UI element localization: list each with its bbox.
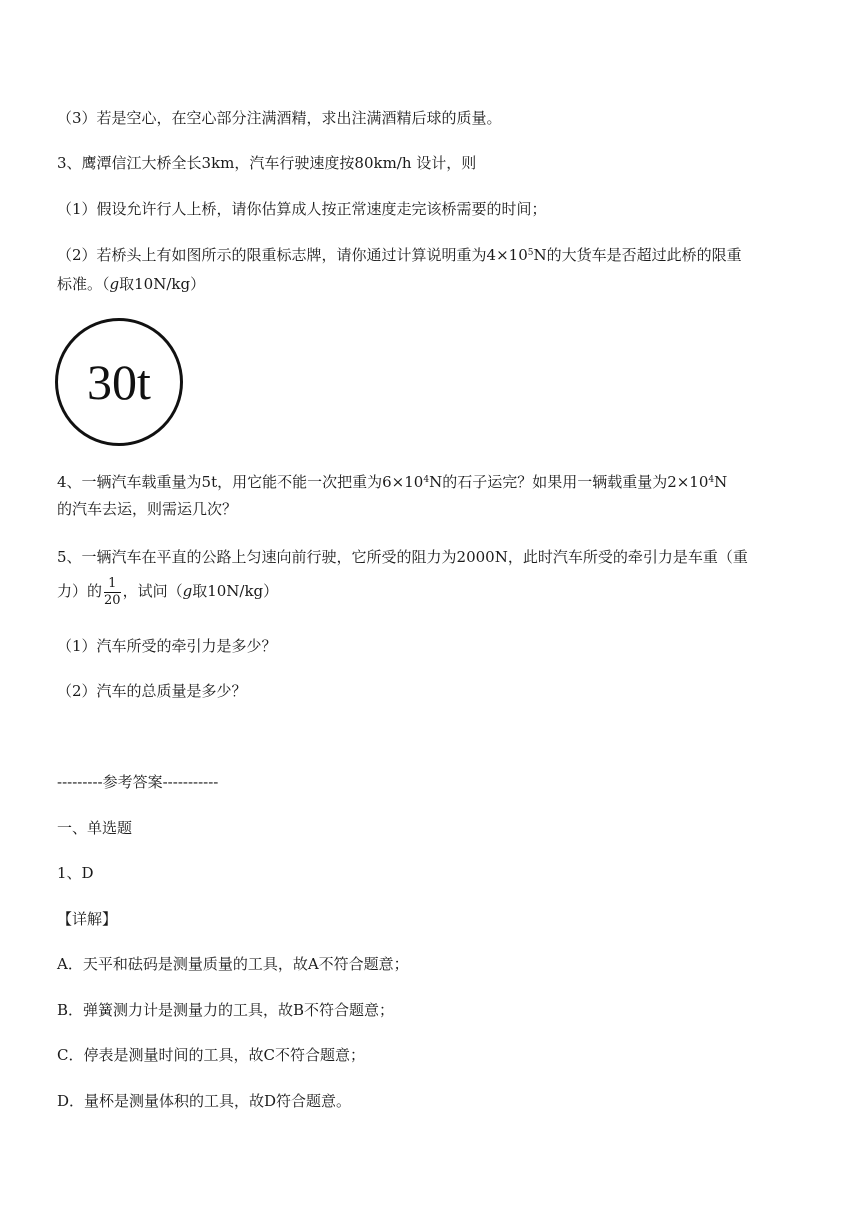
q4-line2: 的汽车去运，则需运几次？ [57,500,238,518]
weight-limit-sign [55,318,183,446]
q5-line1: 5、一辆汽车在平直的公路上匀速向前行驶，它所受的阻力为2000N，此时汽车所受的牵引力是车重（重 [57,548,748,566]
q4-text-b: N的石子运完？如果用一辆载重量为2×10 [429,473,709,491]
q2-part3: （3）若是空心，在空心部分注满酒精，求出注满酒精后球的质量。 [57,109,502,127]
q5-text-d: 取10N/kg） [192,582,279,600]
option-c-explanation: C．停表是测量时间的工具，故C不符合题意； [57,1046,365,1064]
q3-part2-text: （2）若桥头上有如图所示的限重标志牌，请你通过计算说明重为4×10 [57,246,528,264]
q5-g-symbol: g [182,582,193,600]
answer-header: ---------参考答案----------- [57,773,219,791]
q3-stem: 3、鹰潭信江大桥全长3km，汽车行驶速度按80km/h 设计，则 [57,154,477,172]
q4-exponent-1: 4 [423,475,430,485]
q5-fraction-denominator: 20 [104,592,121,608]
option-d-explanation: D．量杯是测量体积的工具，故D符合题意。 [57,1092,352,1110]
q5-fraction-numerator: 1 [104,576,121,593]
detail-label: 【详解】 [57,910,118,928]
q4-text-c: N [714,473,728,491]
q3-g-symbol: g [109,275,120,293]
answer-1: 1、D [57,864,94,882]
q3-part2-exponent: 5 [527,248,534,258]
weight-limit-text: 30t [87,354,151,410]
q3-g-value: 取10N/kg） [119,275,206,293]
q3-part2-text-cont: N的大货车是否超过此桥的限重 [533,246,742,264]
option-b-explanation: B．弹簧测力计是测量力的工具，故B不符合题意； [57,1001,395,1019]
q5-text-b: 力）的 [57,582,103,600]
q5-line2 [57,574,820,609]
q3-part2-line2 [57,274,820,294]
q3-part2-standard: 标准。（ [57,275,110,293]
q5-text-c: ，试问（ [122,582,183,600]
q3-part1: （1）假设允许行人上桥，请你估算成人按正常速度走完该桥需要的时间； [57,200,547,218]
section-title: 一、单选题 [57,819,133,837]
q4-exponent-2: 4 [708,475,715,485]
option-a-explanation: A．天平和砝码是测量质量的工具，故A不符合题意； [57,955,409,973]
q4-line1 [57,472,820,492]
q5-part2: （2）汽车的总质量是多少？ [57,682,247,700]
q5-part1: （1）汽车所受的牵引力是多少？ [57,637,277,655]
q3-part2-line1 [57,245,820,265]
q4-text-a: 4、一辆汽车载重量为5t，用它能不能一次把重为6×10 [57,473,424,491]
q5-fraction [104,576,121,609]
